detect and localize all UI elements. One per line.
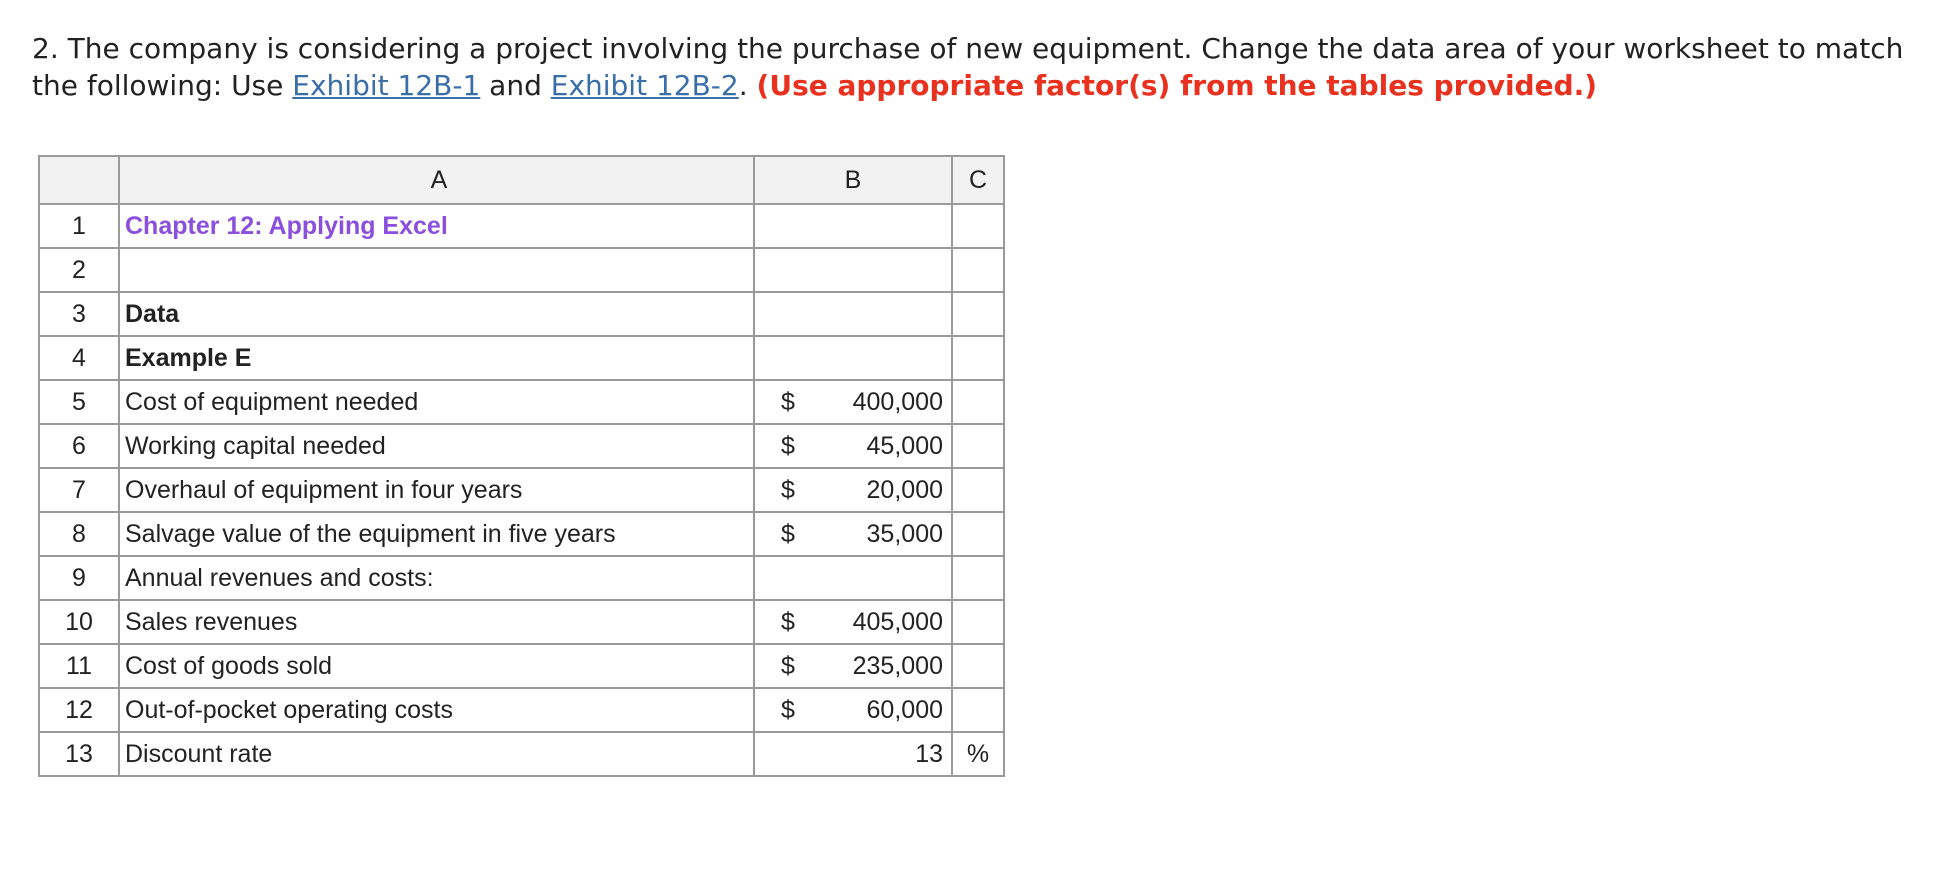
amount: 60,000 (866, 695, 943, 724)
cell-a3-data-heading[interactable]: Data (119, 292, 754, 336)
cell-a5-label[interactable]: Cost of equipment needed (119, 380, 754, 424)
table-row (39, 732, 1004, 776)
table-row (39, 248, 1004, 292)
table-row (39, 292, 1004, 336)
currency-symbol: $ (781, 519, 795, 548)
amount: 35,000 (866, 519, 943, 548)
currency-symbol: $ (781, 431, 795, 460)
table-row (39, 424, 1004, 468)
table-row (39, 556, 1004, 600)
table-row (39, 644, 1004, 688)
amount: 45,000 (866, 431, 943, 460)
amount: 235,000 (852, 651, 943, 680)
cell-b7-value[interactable] (754, 468, 952, 512)
column-header-c: C (952, 156, 1004, 204)
cell-c5[interactable] (952, 380, 1004, 424)
exhibit-12b-1-link[interactable]: Exhibit 12B-1 (292, 69, 481, 102)
table-row (39, 336, 1004, 380)
cell-a13-label[interactable]: Discount rate (119, 732, 754, 776)
table-row (39, 600, 1004, 644)
table-row (39, 468, 1004, 512)
cell-a9-label[interactable]: Annual revenues and costs: (119, 556, 754, 600)
row-number: 4 (39, 336, 119, 380)
cell-b2[interactable] (754, 248, 952, 292)
question-text (32, 30, 1912, 104)
cell-b9[interactable] (754, 556, 952, 600)
amount: 405,000 (852, 607, 943, 636)
cell-b5-value[interactable] (754, 380, 952, 424)
amount: 20,000 (866, 475, 943, 504)
cell-c10[interactable] (952, 600, 1004, 644)
cell-a2[interactable] (119, 248, 754, 292)
cell-c3[interactable] (952, 292, 1004, 336)
currency-symbol: $ (781, 387, 795, 416)
cell-a8-label[interactable]: Salvage value of the equipment in five years (119, 512, 754, 556)
amount: 400,000 (852, 387, 943, 416)
question-lead: 2. The company is considering a project involving the purchase of new equipment. Change the data area of your worksheet to match the following: Use (32, 32, 1904, 102)
column-header-b: B (754, 156, 952, 204)
row-number: 11 (39, 644, 119, 688)
cell-c4[interactable] (952, 336, 1004, 380)
table-row (39, 380, 1004, 424)
row-number: 10 (39, 600, 119, 644)
cell-a10-label[interactable]: Sales revenues (119, 600, 754, 644)
row-number: 7 (39, 468, 119, 512)
cell-b3[interactable] (754, 292, 952, 336)
cell-c2[interactable] (952, 248, 1004, 292)
table-row (39, 688, 1004, 732)
row-number: 6 (39, 424, 119, 468)
cell-b1[interactable] (754, 204, 952, 248)
question-and: and (480, 69, 551, 102)
cell-a11-label[interactable]: Cost of goods sold (119, 644, 754, 688)
cell-a1-title[interactable]: Chapter 12: Applying Excel (119, 204, 754, 248)
cell-c7[interactable] (952, 468, 1004, 512)
currency-symbol: $ (781, 695, 795, 724)
cell-b4[interactable] (754, 336, 952, 380)
cell-a4-example-heading[interactable]: Example E (119, 336, 754, 380)
amount: 13 (915, 739, 943, 768)
table-row (39, 512, 1004, 556)
row-number: 5 (39, 380, 119, 424)
table-row (39, 204, 1004, 248)
column-header-a: A (119, 156, 754, 204)
cell-a12-label[interactable]: Out-of-pocket operating costs (119, 688, 754, 732)
column-header-row (39, 156, 1004, 204)
cell-c13-percent[interactable]: % (952, 732, 1004, 776)
exhibit-12b-2-link[interactable]: Exhibit 12B-2 (550, 69, 739, 102)
row-number: 13 (39, 732, 119, 776)
currency-symbol: $ (781, 607, 795, 636)
question-period: . (738, 69, 757, 102)
cell-c12[interactable] (952, 688, 1004, 732)
cell-b13-value[interactable] (754, 732, 952, 776)
cell-b11-value[interactable] (754, 644, 952, 688)
worksheet-table (38, 155, 1005, 777)
cell-b6-value[interactable] (754, 424, 952, 468)
instruction-text: (Use appropriate factor(s) from the tables provided.) (756, 69, 1598, 102)
cell-b8-value[interactable] (754, 512, 952, 556)
cell-c11[interactable] (952, 644, 1004, 688)
currency-symbol: $ (781, 475, 795, 504)
cell-c9[interactable] (952, 556, 1004, 600)
row-number: 12 (39, 688, 119, 732)
cell-c1[interactable] (952, 204, 1004, 248)
cell-a7-label[interactable]: Overhaul of equipment in four years (119, 468, 754, 512)
cell-b10-value[interactable] (754, 600, 952, 644)
row-number: 2 (39, 248, 119, 292)
row-number: 9 (39, 556, 119, 600)
row-number: 1 (39, 204, 119, 248)
row-number: 8 (39, 512, 119, 556)
cell-b12-value[interactable] (754, 688, 952, 732)
cell-c8[interactable] (952, 512, 1004, 556)
currency-symbol: $ (781, 651, 795, 680)
cell-c6[interactable] (952, 424, 1004, 468)
cell-a6-label[interactable]: Working capital needed (119, 424, 754, 468)
corner-cell (39, 156, 119, 204)
row-number: 3 (39, 292, 119, 336)
